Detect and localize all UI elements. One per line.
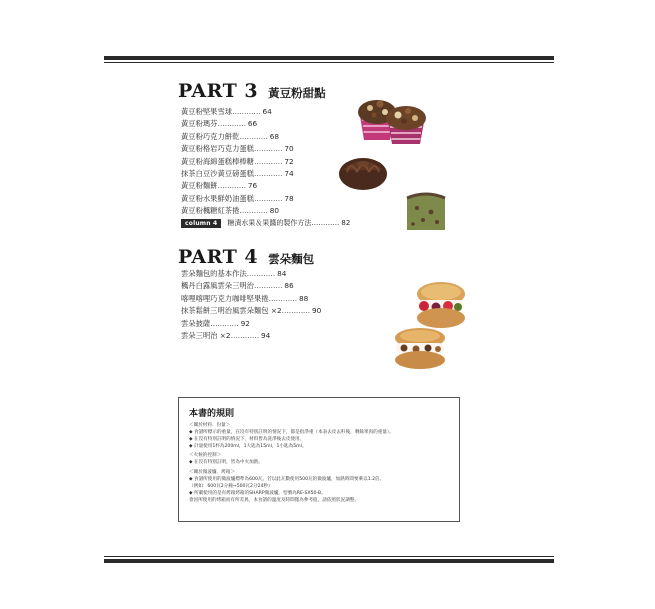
top-rule	[104, 56, 554, 63]
toc-item[interactable]: 黃豆粉楓糖紅茶捲………… 80	[181, 206, 280, 216]
cloud-bread-sandwich-photo	[412, 280, 470, 330]
rules-line: 會因所使用的烤箱而有所差異，本食譜的溫度及時間僅為參考值，請依照狀況調整。	[189, 497, 359, 503]
rules-line: ◆ 食譜所標示的重量，在沒有特別註明的情況下，都是指淨重（本表去皮去籽後，剩餘果肉的重量）。	[189, 430, 394, 436]
toc-item[interactable]: 雲朵麵包的基本作法………… 84	[181, 269, 287, 278]
column4-entry[interactable]: column 4 糖漬水果＆果醬的製作方法 ………… 82	[181, 218, 350, 228]
part4-label: PART 4	[178, 246, 259, 268]
column-title: 糖漬水果＆果醬的製作方法	[227, 219, 312, 227]
matcha-pound-cake-photo	[403, 190, 449, 232]
part3-title: 黃豆粉甜點	[268, 86, 326, 100]
part3-toc	[181, 106, 294, 218]
toc-item[interactable]: 黃豆粉水果鮮奶油蛋糕………… 78	[181, 193, 294, 203]
part3-heading	[178, 80, 326, 102]
part3-label: PART 3	[178, 80, 259, 102]
muffin-photo	[352, 86, 430, 144]
toc-item[interactable]: 黃豆粉堅果雪球………… 64	[181, 107, 272, 116]
part4-toc	[181, 268, 321, 342]
toc-item[interactable]: 雲朵披薩………… 92	[181, 318, 250, 328]
column-page: 82	[341, 219, 351, 227]
rules-line: ◆ 計量使用1杯為200ml，1大匙為15ml，1小匙為5ml。	[189, 444, 307, 450]
cloud-bread-nut-sandwich-photo	[390, 326, 450, 370]
column-tag: column 4	[181, 219, 221, 228]
rules-line: ◆ 食譜所使用的微波爐標準為600瓦。若以此瓦數使用500瓦的微波爐，加熱時間要乘以1.2倍。	[189, 476, 385, 482]
toc-item[interactable]: 黃豆粉巧克力餅乾………… 68	[181, 131, 280, 141]
rules-title: 本書的規則	[189, 409, 235, 419]
chocolate-cake-photo	[337, 150, 389, 192]
rules-line: （例如：600瓦2分鐘→500瓦2分24秒）	[189, 483, 273, 489]
toc-item[interactable]: 黃豆粉瑪芬………… 66	[181, 119, 258, 129]
toc-item[interactable]: 黃豆粉麵餅………… 76	[181, 181, 258, 191]
rules-line: ＜火候的控制＞	[189, 453, 222, 459]
part4-heading	[178, 246, 314, 268]
book-rules-box	[178, 397, 460, 522]
toc-item[interactable]: 黃豆粉格岩巧克力蛋糕………… 70	[181, 144, 294, 154]
rules-line: ＜關於材料．份量＞	[189, 423, 231, 428]
toc-item[interactable]: 黃豆粉海綿蛋糕棒棒糖………… 72	[181, 156, 294, 166]
rules-line: ◆ 在沒有特別註明的情況下，材料皆為洗淨後去皮使用。	[189, 437, 305, 443]
rules-line: ＜關於微波爐．烤箱＞	[189, 469, 235, 475]
toc-item[interactable]: 抹茶白豆沙黃豆磅蛋糕………… 74	[181, 169, 294, 179]
bottom-rule	[104, 556, 554, 563]
toc-item[interactable]: 抹茶鬆餅三明治風雲朵麵包 ×2………… 90	[181, 306, 322, 316]
toc-item[interactable]: 楓丹白露風雲朵三明治………… 86	[181, 281, 294, 291]
part4-title: 雲朵麵包	[268, 252, 315, 266]
rules-line: ◆ 所載使用的是有烤箱烤箱的SHARP微波爐，型號為RE-SX50-B。	[189, 490, 326, 496]
rules-line: ◆ 在沒有特別註明，皆為中火加熱。	[189, 460, 263, 466]
toc-item[interactable]: 喀哩喀哩巧克力咖啡堅果捲………… 88	[181, 293, 309, 303]
toc-item[interactable]: 雲朵三明治 ×2………… 94	[181, 331, 271, 341]
